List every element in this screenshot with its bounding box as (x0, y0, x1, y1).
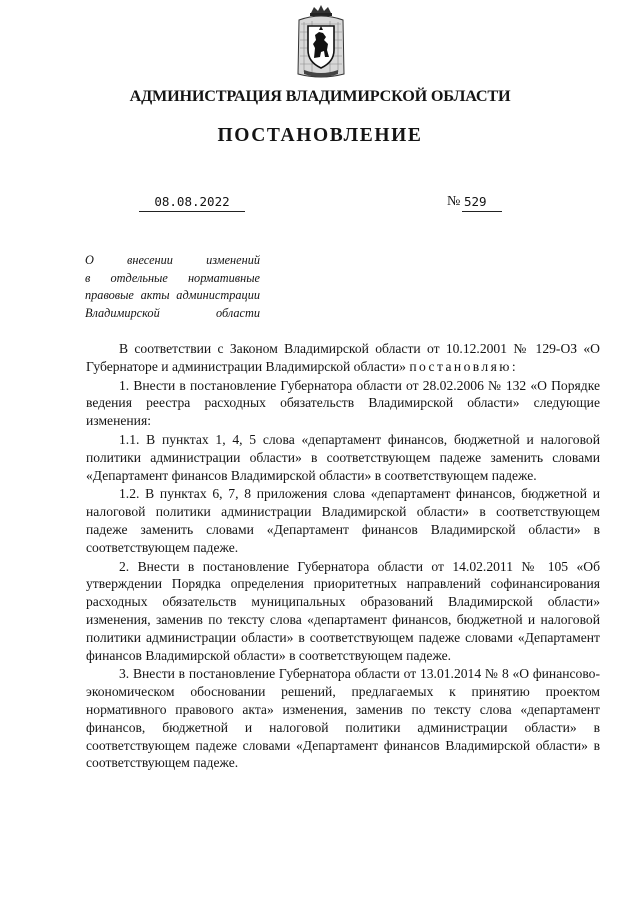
subject-line: правовые акты администрации (85, 288, 260, 302)
preamble-text: В соответствии с Законом Владимирской области от 10.12.2001 № 129-ОЗ «О Губернаторе и администрации Владимирской области» (86, 341, 600, 374)
body-paragraph: 1. Внести в постановление Губернатора области от 28.02.2006 № 132 «О Порядке ведения реестра расходных обязательств Владимирской области» следующие изменения: (86, 377, 600, 429)
body-paragraph: 3. Внести в постановление Губернатора области от 13.01.2014 № 8 «О финансово-экономическом обосновании решений, предлагаемых к принятию проектом нормативного правового акта» изменения, заменив по тексту слова «департамент финансов, бюджетной и налоговой политики администрации области» в соответствующем падеже словами «Департамент финансов Владимирской области» в соответствующем падеже. (86, 666, 600, 771)
document-date: 08.08.2022 (139, 194, 245, 212)
document-type-heading: ПОСТАНОВЛЕНИЕ (217, 125, 423, 146)
subject-word: области (215, 305, 260, 320)
subject-word: Владимирской (85, 305, 160, 320)
document-number: 529 (462, 194, 502, 212)
body-paragraph: 2. Внести в постановление Губернатора области от 14.02.2011 № 105 «Об утверждении Порядка определения приоритетных направлений софинансирования расходных обязательств муниципальных образований Владимирской области» изменения, заменив по тексту слова «департамент финансов, бюджетной и налоговой политики администрации области» в соответствующем падеже словами «Департамент финансов Владимирской области» в соответствующем падеже. (86, 558, 600, 663)
number-sign: № (447, 194, 461, 209)
subject-line: в отдельные нормативные (85, 270, 260, 285)
resolve-word: постановляю: (409, 358, 518, 374)
body-paragraph: 1.2. В пунктах 6, 7, 8 приложения слова «департамент финансов, бюджетной и налоговой политики администрации Владимирской области» в соответствующем падеже заменить словами «Департамент финансов Владимирской области» в соответствующем падеже. (86, 486, 600, 555)
body-paragraph: 1.1. В пунктах 1, 4, 5 слова «департамент финансов, бюджетной и налоговой политики администрации области» в соответствующем падеже заменить словами «Департамент финансов Владимирской области» в соответствующем падеже. (86, 431, 600, 483)
document-body (86, 340, 600, 772)
subject-line (85, 305, 260, 323)
subject-line: О внесении изменений (85, 253, 260, 267)
preamble-paragraph (86, 340, 600, 376)
organization-title: АДМИНИСТРАЦИЯ ВЛАДИМИРСКОЙ ОБЛАСТИ (129, 87, 511, 105)
coat-of-arms-icon (294, 4, 348, 80)
document-subject (85, 252, 260, 322)
